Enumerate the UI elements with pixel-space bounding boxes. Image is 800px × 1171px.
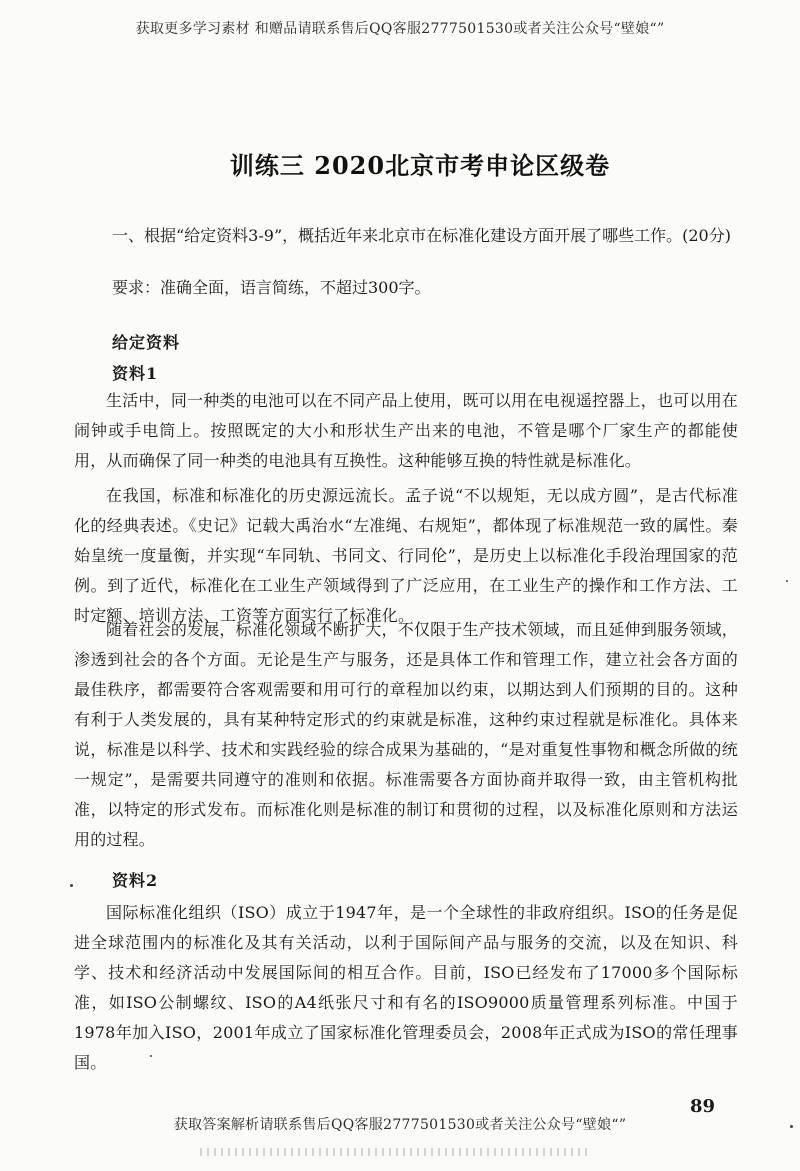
- material-1-paragraph: 在我国，标准和标准化的历史源远流长。孟子说“不以规矩，无以成方圆”，是古代标准化的经典表述。《史记》记载大禹治水“左准绳、右规矩”，都体现了标准规范一致的属性。秦始皇统一度量衡，并实现“车同轨、书同文、行同伦”，是历史上以标准化手段治理国家的范例。到了近代，标准化在工业生产领域得到了广泛应用，在工业生产的操作和工作方法、工时定额、培训方法、工资等方面实行了标准化。: [74, 486, 738, 625]
- footer-promo-note: 获取答案解析请联系售后QQ客服2777501530或者关注公众号“壁娘“”: [173, 1117, 627, 1133]
- scan-speck: [150, 1055, 152, 1057]
- material-1-paragraph: 随着社会的发展，标准化领域不断扩大，不仅限于生产技术领域，而且延伸到服务领域，渗透到社会的各个方面。无论是生产与服务，还是具体工作和管理工作，建立社会各方面的最佳秩序，都需要符合客观需要和用可行的章程加以约束，以期达到人们预期的目的。这种有利于人类发展的，具有某种特定形式的约束就是标准，这种约束过程就是标准化。具体来说，标准是以科学、技术和实践经验的综合成果为基础的，“是对重复性事物和概念所做的统一规定”，是需要共同遵守的准则和依据。标准需要各方面协商并取得一致，由主管机构批准，以特定的形式发布。而标准化则是标准的制订和贯彻的过程，以及标准化原则和方法运用的过程。: [74, 620, 738, 849]
- question-text: 一、根据“给定资料3-9”，概括近年来北京市在标准化建设方面开展了哪些工作。(20分): [112, 226, 731, 245]
- material-1-label: 资料1: [112, 364, 159, 383]
- page-title: 训练三 2020北京市考申论区级卷: [229, 151, 611, 180]
- header-promo-note: 获取更多学习素材 和赠品请联系售后QQ客服2777501530或者关注公众号“壁娘“”: [135, 21, 665, 37]
- scan-speck: [70, 884, 73, 887]
- scan-speck: [790, 1125, 793, 1128]
- given-materials-label: 给定资料: [112, 333, 181, 352]
- scan-noise: [200, 1148, 590, 1156]
- material-2-label: 资料2: [112, 871, 159, 890]
- material-1-paragraph: 生活中，同一种类的电池可以在不同产品上使用，既可以用在电视遥控器上，也可以用在闹钟或手电筒上。按照既定的大小和形状生产出来的电池，不管是哪个厂家生产的都能使用，从而确保了同一种类的电池具有互换性。这种能够互换的特性就是标准化。: [74, 391, 738, 470]
- requirement-text: 要求：准确全面，语言简练，不超过300字。: [112, 278, 431, 297]
- scan-speck: [786, 580, 788, 582]
- page-number: 89: [690, 1096, 716, 1117]
- material-2-paragraph: 国际标准化组织（ISO）成立于1947年，是一个全球性的非政府组织。ISO的任务是促进全球范围内的标准化及其有关活动，以利于国际间产品与服务的交流，以及在知识、科学、技术和经济活动中发展国际间的相互合作。目前，ISO已经发布了17000多个国际标准，如ISO公制螺纹、ISO的A4纸张尺寸和有名的ISO9000质量管理系列标准。中国于1978年加入ISO，2001年成立了国家标准化管理委员会，2008年正式成为ISO的常任理事国。: [74, 903, 738, 1072]
